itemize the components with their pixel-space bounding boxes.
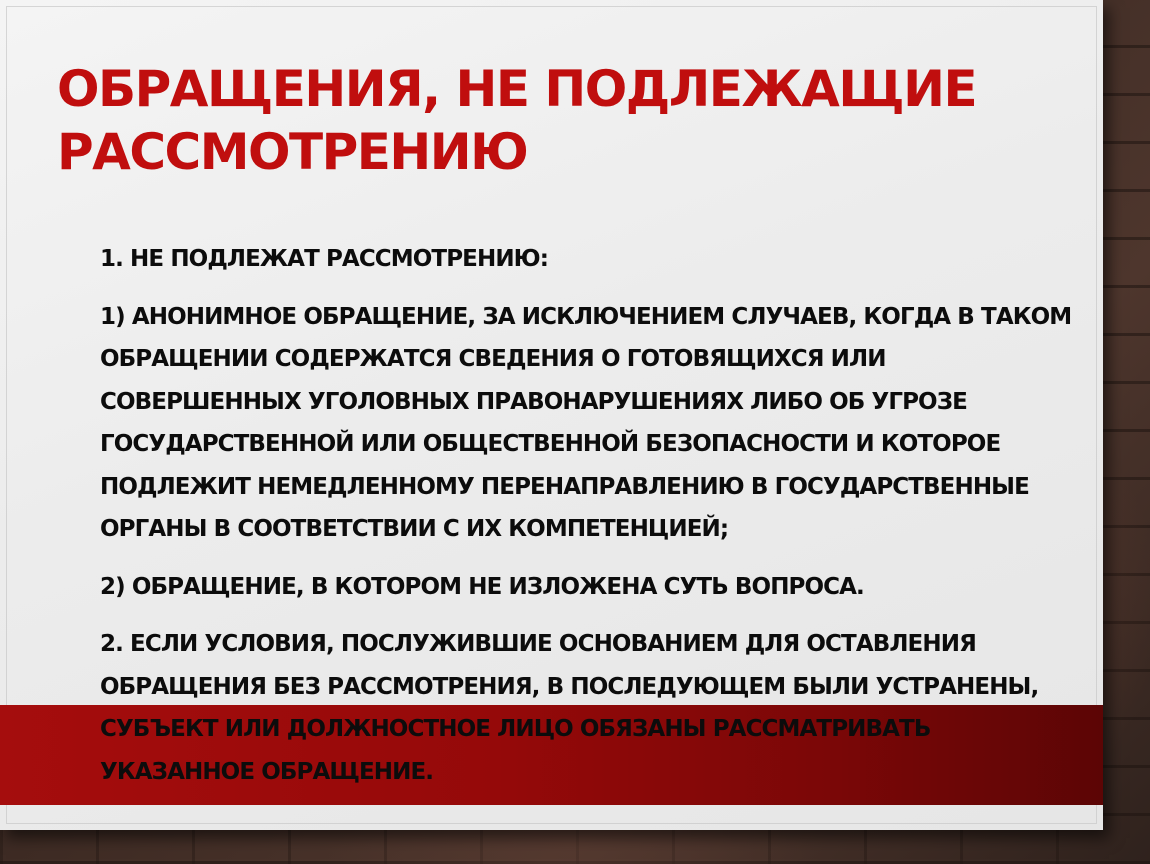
slide-body bbox=[100, 238, 1075, 793]
paragraph-3: 2) ОБРАЩЕНИЕ, В КОТОРОМ НЕ ИЗЛОЖЕНА СУТЬ ВОПРОСА. bbox=[100, 573, 864, 600]
paragraph-4: 2. ЕСЛИ УСЛОВИЯ, ПОСЛУЖИВШИЕ ОСНОВАНИЕМ ДЛЯ ОСТАВЛЕНИЯ ОБРАЩЕНИЯ БЕЗ РАССМОТРЕНИЯ, В ПОСЛЕДУЮЩЕМ БЫЛИ УСТРАНЕНЫ, СУБЪЕКТ ИЛИ ДОЛЖНОСТНОЕ ЛИЦО ОБЯЗАНЫ РАССМАТРИВАТЬ УКАЗАННОЕ ОБРАЩЕНИЕ. bbox=[100, 631, 1039, 785]
slide-title: ОБРАЩЕНИЯ, НЕ ПОДЛЕЖАЩИЕ РАССМОТРЕНИЮ bbox=[57, 60, 977, 181]
paragraph-1: 1. НЕ ПОДЛЕЖАТ РАССМОТРЕНИЮ: bbox=[100, 246, 549, 272]
paragraph-2: 1) АНОНИМНОЕ ОБРАЩЕНИЕ, ЗА ИСКЛЮЧЕНИЕМ СЛУЧАЕВ, КОГДА В ТАКОМ ОБРАЩЕНИИ СОДЕРЖАТСЯ СВЕДЕНИЯ О ГОТОВЯЩИХСЯ ИЛИ СОВЕРШЕННЫХ УГОЛОВНЫХ ПРАВОНАРУШЕНИЯХ ЛИБО ОБ УГРОЗЕ ГОСУДАРСТВЕННОЙ ИЛИ ОБЩЕСТВЕННОЙ БЕЗОПАСНОСТИ И КОТОРОЕ ПОДЛЕЖИТ НЕМЕДЛЕННОМУ ПЕРЕНАПРАВЛЕНИЮ В ГОСУДАРСТВЕННЫЕ ОРГАНЫ В СООТВЕТСТВИИ С ИХ КОМПЕТЕНЦИЕЙ; bbox=[100, 303, 1072, 542]
